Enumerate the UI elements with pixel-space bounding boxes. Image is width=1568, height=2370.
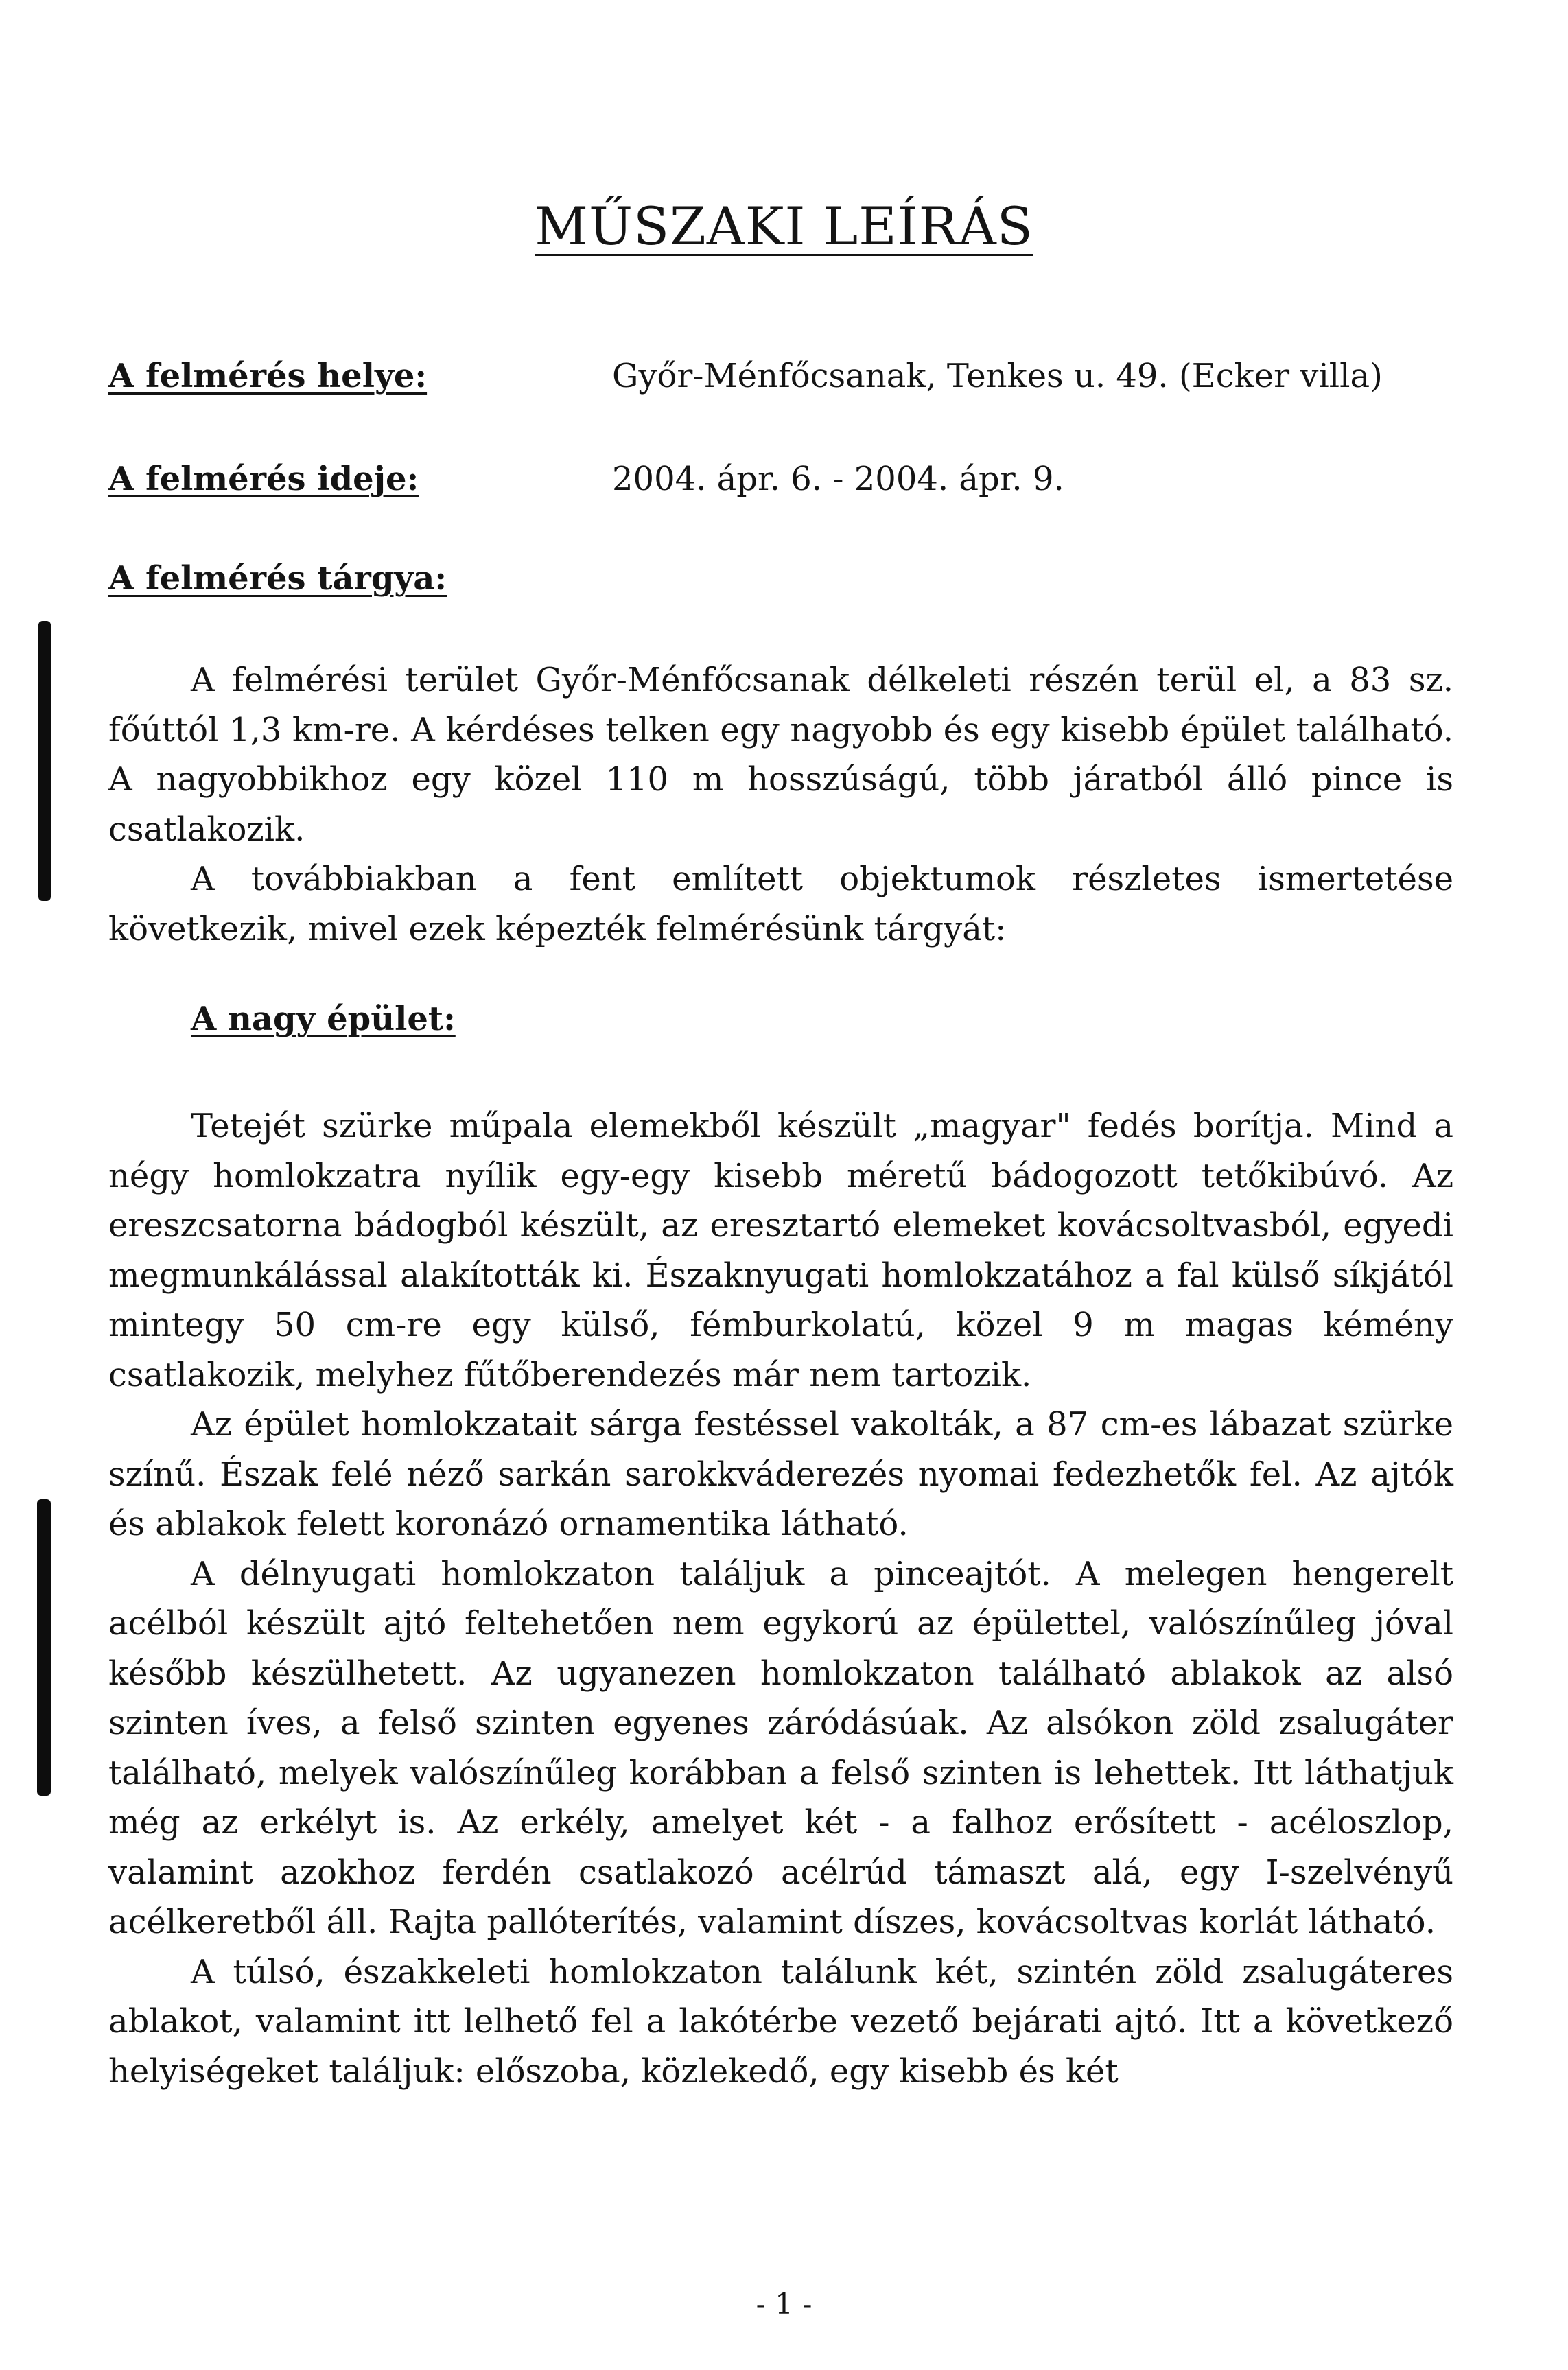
section-paragraph-2: Az épület homlokzatait sárga festéssel vakolták, a 87 cm-es lábazat szürke színű. Észak felé néző sarkán sarokkváderezés nyomai fedezhetők fel. Az ajtók és ablakok felett koronázó ornamentika látható. xyxy=(108,1405,1453,1543)
page-title-text: MŰSZAKI LEÍRÁS xyxy=(535,196,1033,257)
date-value: 2004. ápr. 6. - 2004. ápr. 9. xyxy=(612,460,1064,498)
section-paragraph-4: A túlsó, északkeleti homlokzaton találunk két, szintén zöld zsalugáteres ablakot, valamint itt lelhető fel a lakótérbe vezető bejárati ajtó. Itt a következő helyiségeket találjuk: előszoba, közlekedő, egy kisebb és két xyxy=(108,1952,1453,2091)
section-paragraph-3: A délnyugati homlokzaton találjuk a pinceajtót. A melegen hengerelt acélból készült ajtó feltehetően nem egykorú az épülettel, valószínűleg jóval később készülhetett. Az ugyanezen homlokzaton található ablakok az alsó szinten íves, a felső szinten egyenes záródásúak. Az alsókon zöld zsalugáter található, melyek valószínűleg korábban a felső szinten is lehettek. Itt láthatjuk még az erkélyt is. Az erkély, amelyet két - a falhoz erősített - acéloszlop, valamint azokhoz ferdén csatlakozó acélrúd támaszt alá, egy I-szelvényű acélkeretből áll. Rajta pallóterítés, valamint díszes, kovácsoltvas korlát látható. xyxy=(108,1554,1453,1941)
intro-paragraph-2: A továbbiakban a fent említett objektumok részletes ismertetése következik, mivel ezek képezték felmérésünk tárgyát: xyxy=(108,860,1453,948)
intro-paragraph-1: A felmérési terület Győr-Ménfőcsanak délkeleti részén terül el, a 83 sz. főúttól 1,3 km-re. A kérdéses telken egy nagyobb és egy kisebb épület található. A nagyobbikhoz egy közel 110 m hosszúságú, több járatból álló pince is csatlakozik. xyxy=(108,661,1453,849)
section-heading: A nagy épület: xyxy=(191,1000,456,1038)
binding-mark-upper xyxy=(38,621,51,901)
section-paragraph-1: Tetejét szürke műpala elemekből készült „magyar" fedés borítja. Mind a négy homlokzatra nyílik egy-egy kisebb méretű bádogozott tetőkibúvó. Az ereszcsatorna bádogból készült, az eresztartó elemeket kovácsoltvasból, egyedi megmunkálással alakították ki. Északnyugati homlokzatához a fal külső síkjától mintegy 50 cm-re egy külső, fémburkolatú, közel 9 m magas kémény csatlakozik, melyhez fűtőberendezés már nem tartozik. xyxy=(108,1107,1453,1394)
subject-label: A felmérés tárgya: xyxy=(108,559,447,598)
location-label: A felmérés helye: xyxy=(108,357,428,395)
page-title xyxy=(0,196,1568,257)
section-body xyxy=(108,1101,1453,2096)
intro-block xyxy=(108,655,1453,954)
location-value: Győr-Ménfőcsanak, Tenkes u. 49. (Ecker villa) xyxy=(612,357,1383,395)
date-label: A felmérés ideje: xyxy=(108,460,419,498)
binding-mark-lower xyxy=(37,1499,51,1796)
page-number: - 1 - xyxy=(756,2287,812,2321)
